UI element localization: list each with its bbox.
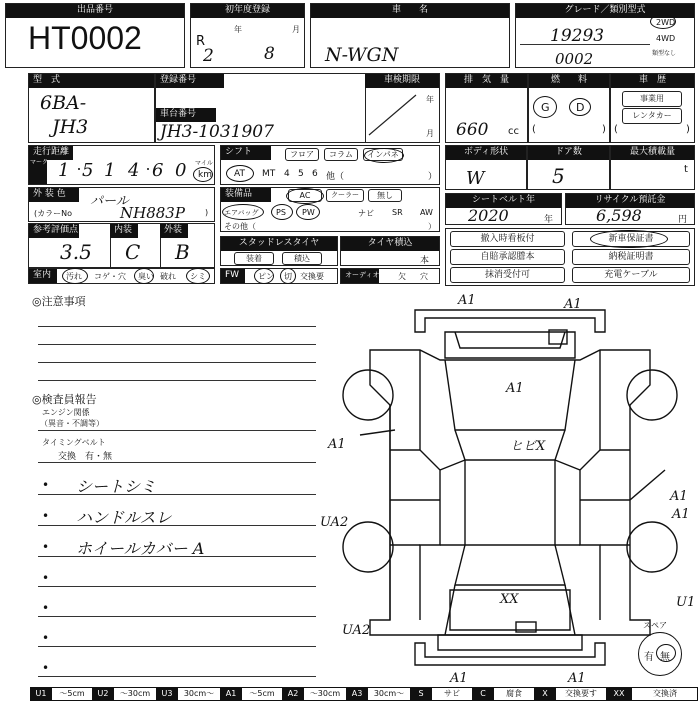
legend-text-a3: 30cm～ bbox=[373, 689, 405, 698]
doc-button-6: 充電ケーブル bbox=[572, 267, 690, 283]
grade-code-2: 0002 bbox=[555, 50, 594, 68]
equip-ac: AC bbox=[288, 189, 322, 202]
shift-column: コラム bbox=[324, 148, 358, 161]
interior-tear: 破れ bbox=[160, 272, 176, 281]
drive-2wd: 2WD bbox=[656, 18, 676, 27]
grade-score: 3.5 bbox=[60, 240, 92, 264]
equip-cooler: クーラー bbox=[326, 189, 364, 202]
lot-number: HT0002 bbox=[28, 20, 142, 56]
legend-text-xx: 交換済 bbox=[653, 689, 677, 698]
fuel-gasoline-circle bbox=[533, 96, 557, 118]
doors-value: 5 bbox=[552, 164, 565, 188]
legend-code-u3: U3 bbox=[156, 687, 178, 701]
fuel-label: 燃 料 bbox=[529, 74, 609, 88]
recycle-label: リサイクル預託金 bbox=[566, 194, 694, 208]
recycle-value: 6,598 bbox=[596, 206, 642, 225]
mark-roof: ヒビX bbox=[510, 439, 546, 454]
mark-front-left: A1 bbox=[458, 293, 476, 308]
color-label: 外 装 色 bbox=[29, 188, 79, 202]
equip-pw: PW bbox=[302, 208, 315, 217]
car-name-label: 車 名 bbox=[311, 4, 509, 18]
exterior-grade: B bbox=[175, 240, 190, 264]
audio-missing: 欠 bbox=[398, 272, 406, 281]
model-label: 型 式 bbox=[29, 74, 154, 88]
first-registration-label: 初年度登録 bbox=[191, 4, 304, 18]
interior-grade-label: 内装 bbox=[110, 224, 138, 238]
lot-number-label: 出品番号 bbox=[6, 4, 184, 18]
color-value: パール bbox=[90, 194, 129, 209]
equip-sr: SR bbox=[392, 208, 403, 217]
spare-yes: 有 bbox=[644, 652, 654, 663]
month-label: 月 bbox=[292, 25, 300, 34]
doc-button-2: 新車保証書 bbox=[572, 231, 690, 247]
doors-label: ドア数 bbox=[528, 146, 609, 160]
grade-ref-label: 参考評価点 bbox=[29, 224, 79, 238]
audio-label: オーディオ bbox=[341, 269, 379, 283]
model-value: 6BA- bbox=[40, 92, 87, 114]
legend-text-a1: ～5cm bbox=[249, 689, 275, 698]
interior-dirt: 汚れ bbox=[66, 272, 82, 281]
interior-condition-label: 室内 bbox=[29, 269, 57, 283]
mark-right-fender: A1 bbox=[670, 489, 688, 504]
first-reg-month: 8 bbox=[264, 44, 275, 64]
legend-text-u2: ～30cm bbox=[119, 689, 151, 698]
legend-text-c: 腐食 bbox=[506, 689, 522, 698]
mark-front-right: A1 bbox=[564, 297, 582, 312]
shift-4: 4 bbox=[284, 169, 290, 179]
mileage-digit-3: 1 bbox=[104, 160, 116, 181]
shift-label: シフト bbox=[221, 146, 271, 160]
fw-label: FW bbox=[221, 269, 245, 283]
equip-none: 無し bbox=[368, 189, 402, 202]
interior-stain: シミ bbox=[190, 272, 206, 281]
history-business: 事業用 bbox=[622, 91, 682, 107]
fuel-diesel: D bbox=[576, 101, 585, 114]
mileage-digit-1: 1 bbox=[58, 160, 70, 181]
color-code-label: (カラーNo bbox=[34, 209, 72, 218]
tire-count: 本 bbox=[420, 256, 430, 266]
fw-cut: 切 bbox=[284, 272, 292, 281]
legend-code-a1: A1 bbox=[220, 687, 242, 701]
timing-belt-label: タイミングベルト bbox=[42, 438, 106, 447]
shift-at: AT bbox=[234, 169, 245, 179]
shift-5: 5 bbox=[298, 169, 304, 179]
seatbelt-value: 2020 bbox=[468, 206, 509, 225]
year-label: 年 bbox=[234, 25, 242, 34]
grade-label: グレード／類別型式 bbox=[516, 4, 694, 18]
displacement-unit: cc bbox=[508, 126, 519, 137]
mark-rear-left: A1 bbox=[450, 671, 468, 685]
drive-4wd: 4WD bbox=[656, 34, 676, 43]
equip-ps: PS bbox=[276, 208, 286, 217]
body-shape-value: W bbox=[466, 168, 485, 189]
drive-2wd-circle bbox=[650, 14, 676, 29]
remark-3: ホイールカバー A bbox=[76, 539, 205, 558]
spare-label: スペア bbox=[643, 621, 667, 630]
timing-belt-value: 交換 有・無 bbox=[58, 452, 113, 462]
car-name: N-WGN bbox=[325, 44, 399, 66]
engine-label: エンジン関係 bbox=[42, 408, 90, 417]
legend-code-xx: XX bbox=[606, 687, 632, 701]
legend-text-s: サビ bbox=[444, 689, 460, 698]
legend-text-u1: ～5cm bbox=[59, 689, 85, 698]
mileage-digit-4: 4 bbox=[128, 160, 140, 181]
remark-2: ハンドルスレ bbox=[76, 508, 172, 527]
shift-mt: MT bbox=[262, 169, 276, 179]
mileage-mark: マーク bbox=[30, 159, 49, 166]
body-shape-label: ボディ形状 bbox=[446, 146, 526, 160]
color-code-value: NH883P bbox=[120, 204, 185, 222]
remark-1: シートシミ bbox=[76, 477, 157, 496]
legend-code-u2: U2 bbox=[92, 687, 114, 701]
tire-label: タイヤ積込 bbox=[341, 237, 439, 251]
mileage-digit-2: 5 bbox=[82, 160, 94, 181]
chassis-value: JH3-1031907 bbox=[160, 122, 274, 142]
mileage-unit-km: km bbox=[198, 170, 212, 180]
legend-text-x: 交換要す bbox=[565, 689, 597, 698]
interior-burn: コゲ・穴 bbox=[94, 272, 126, 281]
notes-label: ◎注意事項 bbox=[32, 295, 86, 308]
drive-none: 類型なし bbox=[652, 50, 677, 57]
mark-rear-right: A1 bbox=[568, 671, 586, 685]
fuel-gasoline: G bbox=[541, 101, 550, 114]
legend-code-u1: U1 bbox=[30, 687, 52, 701]
mark-left-door: UA2 bbox=[320, 515, 349, 530]
engine-sub: （異音・不調等） bbox=[40, 419, 104, 428]
legend-text-u3: 30cm～ bbox=[183, 689, 215, 698]
mark-right-door: A1 bbox=[672, 507, 690, 522]
registration-label: 登録番号 bbox=[156, 74, 224, 88]
studless-fitted: 装着 bbox=[234, 252, 274, 265]
history-label: 車 歴 bbox=[611, 74, 694, 88]
equip-airbag: エアバッグ bbox=[224, 209, 259, 217]
equip-other: その他（ bbox=[224, 222, 256, 231]
fw-pin: ピン bbox=[258, 272, 274, 281]
mileage-unit-mile: マイル bbox=[195, 160, 213, 167]
doc-button-1: 撤入時看板付 bbox=[450, 231, 565, 247]
mileage-digit-5: 6 bbox=[152, 160, 164, 181]
inspection-label: 車検期限 bbox=[365, 74, 439, 88]
mark-rear-window: XX bbox=[500, 592, 519, 607]
interior-grade: C bbox=[125, 240, 141, 264]
legend-text-a2: ～30cm bbox=[309, 689, 341, 698]
equip-aw: AW bbox=[420, 208, 433, 217]
inspection-year: 年 bbox=[426, 95, 434, 104]
capacity-unit: t bbox=[684, 164, 688, 175]
chassis-label: 車台番号 bbox=[156, 108, 216, 122]
doc-button-5: 抹消受付可 bbox=[450, 267, 565, 283]
inspector-label: ◎検査員報告 bbox=[32, 393, 97, 406]
legend-code-s: S bbox=[410, 687, 432, 701]
history-rental: レンタカー bbox=[622, 108, 682, 124]
grade-code: 19293 bbox=[550, 26, 605, 46]
mileage-label: 走行距離 bbox=[29, 146, 73, 160]
shift-floor: フロア bbox=[285, 148, 319, 161]
inspection-month: 月 bbox=[426, 129, 434, 138]
capacity-label: 最大積載量 bbox=[611, 146, 694, 160]
displacement-value: 660 bbox=[456, 120, 489, 140]
spare-no: 無 bbox=[660, 652, 670, 663]
legend-code-a3: A3 bbox=[346, 687, 368, 701]
doc-button-4: 納税証明書 bbox=[572, 249, 690, 265]
legend-code-x: X bbox=[534, 687, 556, 701]
equip-navi: ナビ bbox=[358, 209, 374, 218]
displacement-label: 排 気 量 bbox=[446, 74, 527, 88]
equipment-label: 装備品 bbox=[221, 188, 271, 202]
fw-replace: 交換要 bbox=[300, 272, 324, 281]
legend-code-c: C bbox=[472, 687, 494, 701]
mileage-digit-6: 0 bbox=[175, 160, 187, 181]
shift-6: 6 bbox=[312, 169, 318, 179]
shift-instrument: インパネ bbox=[363, 148, 403, 161]
model-value-2: JH3 bbox=[52, 116, 89, 138]
first-reg-year: 2 bbox=[203, 46, 214, 66]
studless-label: スタッドレスタイヤ bbox=[221, 237, 337, 251]
mark-left-rear: UA2 bbox=[342, 623, 371, 638]
interior-smell: 臭い bbox=[138, 272, 154, 281]
shift-other: 他（ bbox=[326, 172, 345, 182]
seatbelt-label: シートベルト年 bbox=[446, 194, 561, 208]
doc-button-3: 自賠承認謄本 bbox=[450, 249, 565, 265]
audio-hole: 穴 bbox=[420, 272, 428, 281]
studless-loaded: 積込 bbox=[282, 252, 322, 265]
exterior-grade-label: 外装 bbox=[160, 224, 188, 238]
legend-code-a2: A2 bbox=[282, 687, 304, 701]
mark-right-rear: U1 bbox=[676, 595, 696, 610]
era-label: R bbox=[196, 34, 206, 49]
mark-hood: A1 bbox=[506, 381, 524, 396]
mark-left-fender: A1 bbox=[328, 437, 346, 452]
